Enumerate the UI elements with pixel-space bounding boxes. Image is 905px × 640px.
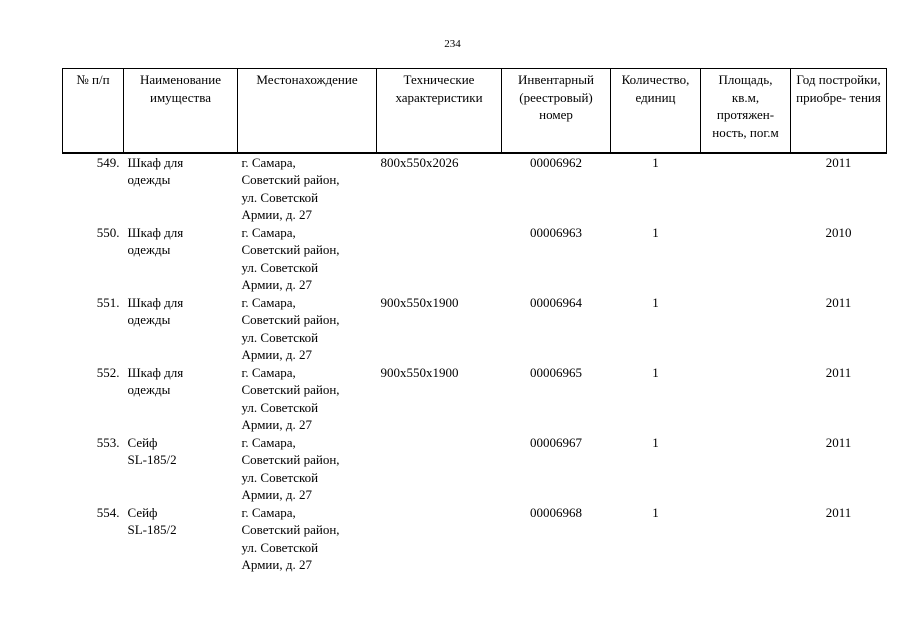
property-name-line: одежды (127, 312, 171, 327)
table-header (63, 69, 887, 153)
area (701, 504, 791, 574)
property-name-line: Сейф (127, 434, 158, 450)
row-number: 553. (96, 434, 120, 450)
location-line: г. Самара, (241, 364, 296, 380)
property-location (238, 504, 377, 574)
property-name-line: одежды (127, 242, 171, 257)
inventory-number: 00006967 (530, 434, 582, 450)
location-line: Советский район, (241, 242, 340, 257)
area (701, 434, 791, 504)
location-line: Советский район, (241, 382, 340, 397)
area (701, 294, 791, 364)
property-name (124, 364, 238, 434)
year: 2010 (825, 224, 852, 240)
property-name-line: Шкаф для (127, 154, 184, 170)
location-line: Армии, д. 27 (241, 347, 312, 362)
table-row (63, 224, 887, 294)
location-line: ул. Советской (241, 539, 319, 555)
property-name-line: одежды (127, 172, 171, 187)
header-inventory: Инвентарный (реестровый) номер (502, 69, 611, 153)
year: 2011 (825, 364, 852, 380)
inventory-number: 00006965 (530, 364, 582, 380)
location-line: г. Самара, (241, 224, 296, 240)
page-number: 234 (444, 38, 461, 50)
location-line: Армии, д. 27 (241, 277, 312, 292)
property-name (124, 504, 238, 574)
location-line: Армии, д. 27 (241, 417, 312, 432)
technical-specs: 900х550х1900 (380, 294, 459, 310)
table-row (63, 364, 887, 434)
row-number: 552. (96, 364, 120, 380)
property-registry-table (62, 68, 887, 574)
location-line: Советский район, (241, 312, 340, 327)
header-area: Площадь, кв.м, протяжен- ность, пог.м (701, 69, 791, 153)
table-row (63, 294, 887, 364)
technical-specs: 900х550х1900 (380, 364, 459, 380)
header-num: № п/п (63, 69, 124, 153)
property-location (238, 434, 377, 504)
location-line: Армии, д. 27 (241, 487, 312, 502)
location-line: г. Самара, (241, 504, 296, 520)
table-row (63, 504, 887, 574)
year: 2011 (825, 154, 852, 170)
row-number: 554. (96, 504, 120, 520)
property-name (124, 434, 238, 504)
property-name-line: Шкаф для (127, 294, 184, 310)
header-location: Местонахождение (238, 69, 377, 153)
row-number: 551. (96, 294, 120, 310)
technical-specs (377, 224, 502, 294)
property-name (124, 294, 238, 364)
table-row (63, 153, 887, 224)
quantity: 1 (652, 504, 659, 520)
property-location (238, 224, 377, 294)
location-line: Советский район, (241, 452, 340, 467)
technical-specs: 800х550х2026 (380, 154, 459, 170)
year: 2011 (825, 504, 852, 520)
location-line: Армии, д. 27 (241, 207, 312, 222)
row-number: 550. (96, 224, 120, 240)
location-line: Советский район, (241, 172, 340, 187)
row-number: 549. (96, 154, 120, 170)
header-name: Наименование имущества (124, 69, 238, 153)
location-line: ул. Советской (241, 469, 319, 485)
property-name-line: Шкаф для (127, 224, 184, 240)
quantity: 1 (652, 224, 659, 240)
quantity: 1 (652, 294, 659, 310)
header-tech: Технические характеристики (377, 69, 502, 153)
property-name-line: Шкаф для (127, 364, 184, 380)
location-line: г. Самара, (241, 434, 296, 450)
inventory-number: 00006964 (530, 294, 582, 310)
header-quantity: Количество, единиц (611, 69, 701, 153)
location-line: ул. Советской (241, 259, 319, 275)
year: 2011 (825, 434, 852, 450)
property-location (238, 294, 377, 364)
property-name-line: одежды (127, 382, 171, 397)
quantity: 1 (652, 434, 659, 450)
location-line: г. Самара, (241, 154, 296, 170)
year: 2011 (825, 294, 852, 310)
property-name-line: SL-185/2 (127, 522, 177, 537)
location-line: Советский район, (241, 522, 340, 537)
inventory-number: 00006962 (530, 154, 582, 170)
property-location (238, 153, 377, 224)
property-name (124, 153, 238, 224)
inventory-number: 00006963 (530, 224, 582, 240)
table-body (63, 153, 887, 574)
property-location (238, 364, 377, 434)
area (701, 153, 791, 224)
area (701, 364, 791, 434)
property-name-line: Сейф (127, 504, 158, 520)
technical-specs (377, 504, 502, 574)
location-line: Армии, д. 27 (241, 557, 312, 572)
header-year: Год постройки, приобре- тения (791, 69, 887, 153)
location-line: ул. Советской (241, 399, 319, 415)
table-row (63, 434, 887, 504)
location-line: ул. Советской (241, 329, 319, 345)
property-name (124, 224, 238, 294)
quantity: 1 (652, 154, 659, 170)
technical-specs (377, 434, 502, 504)
quantity: 1 (652, 364, 659, 380)
location-line: ул. Советской (241, 189, 319, 205)
area (701, 224, 791, 294)
property-name-line: SL-185/2 (127, 452, 177, 467)
location-line: г. Самара, (241, 294, 296, 310)
inventory-number: 00006968 (530, 504, 582, 520)
